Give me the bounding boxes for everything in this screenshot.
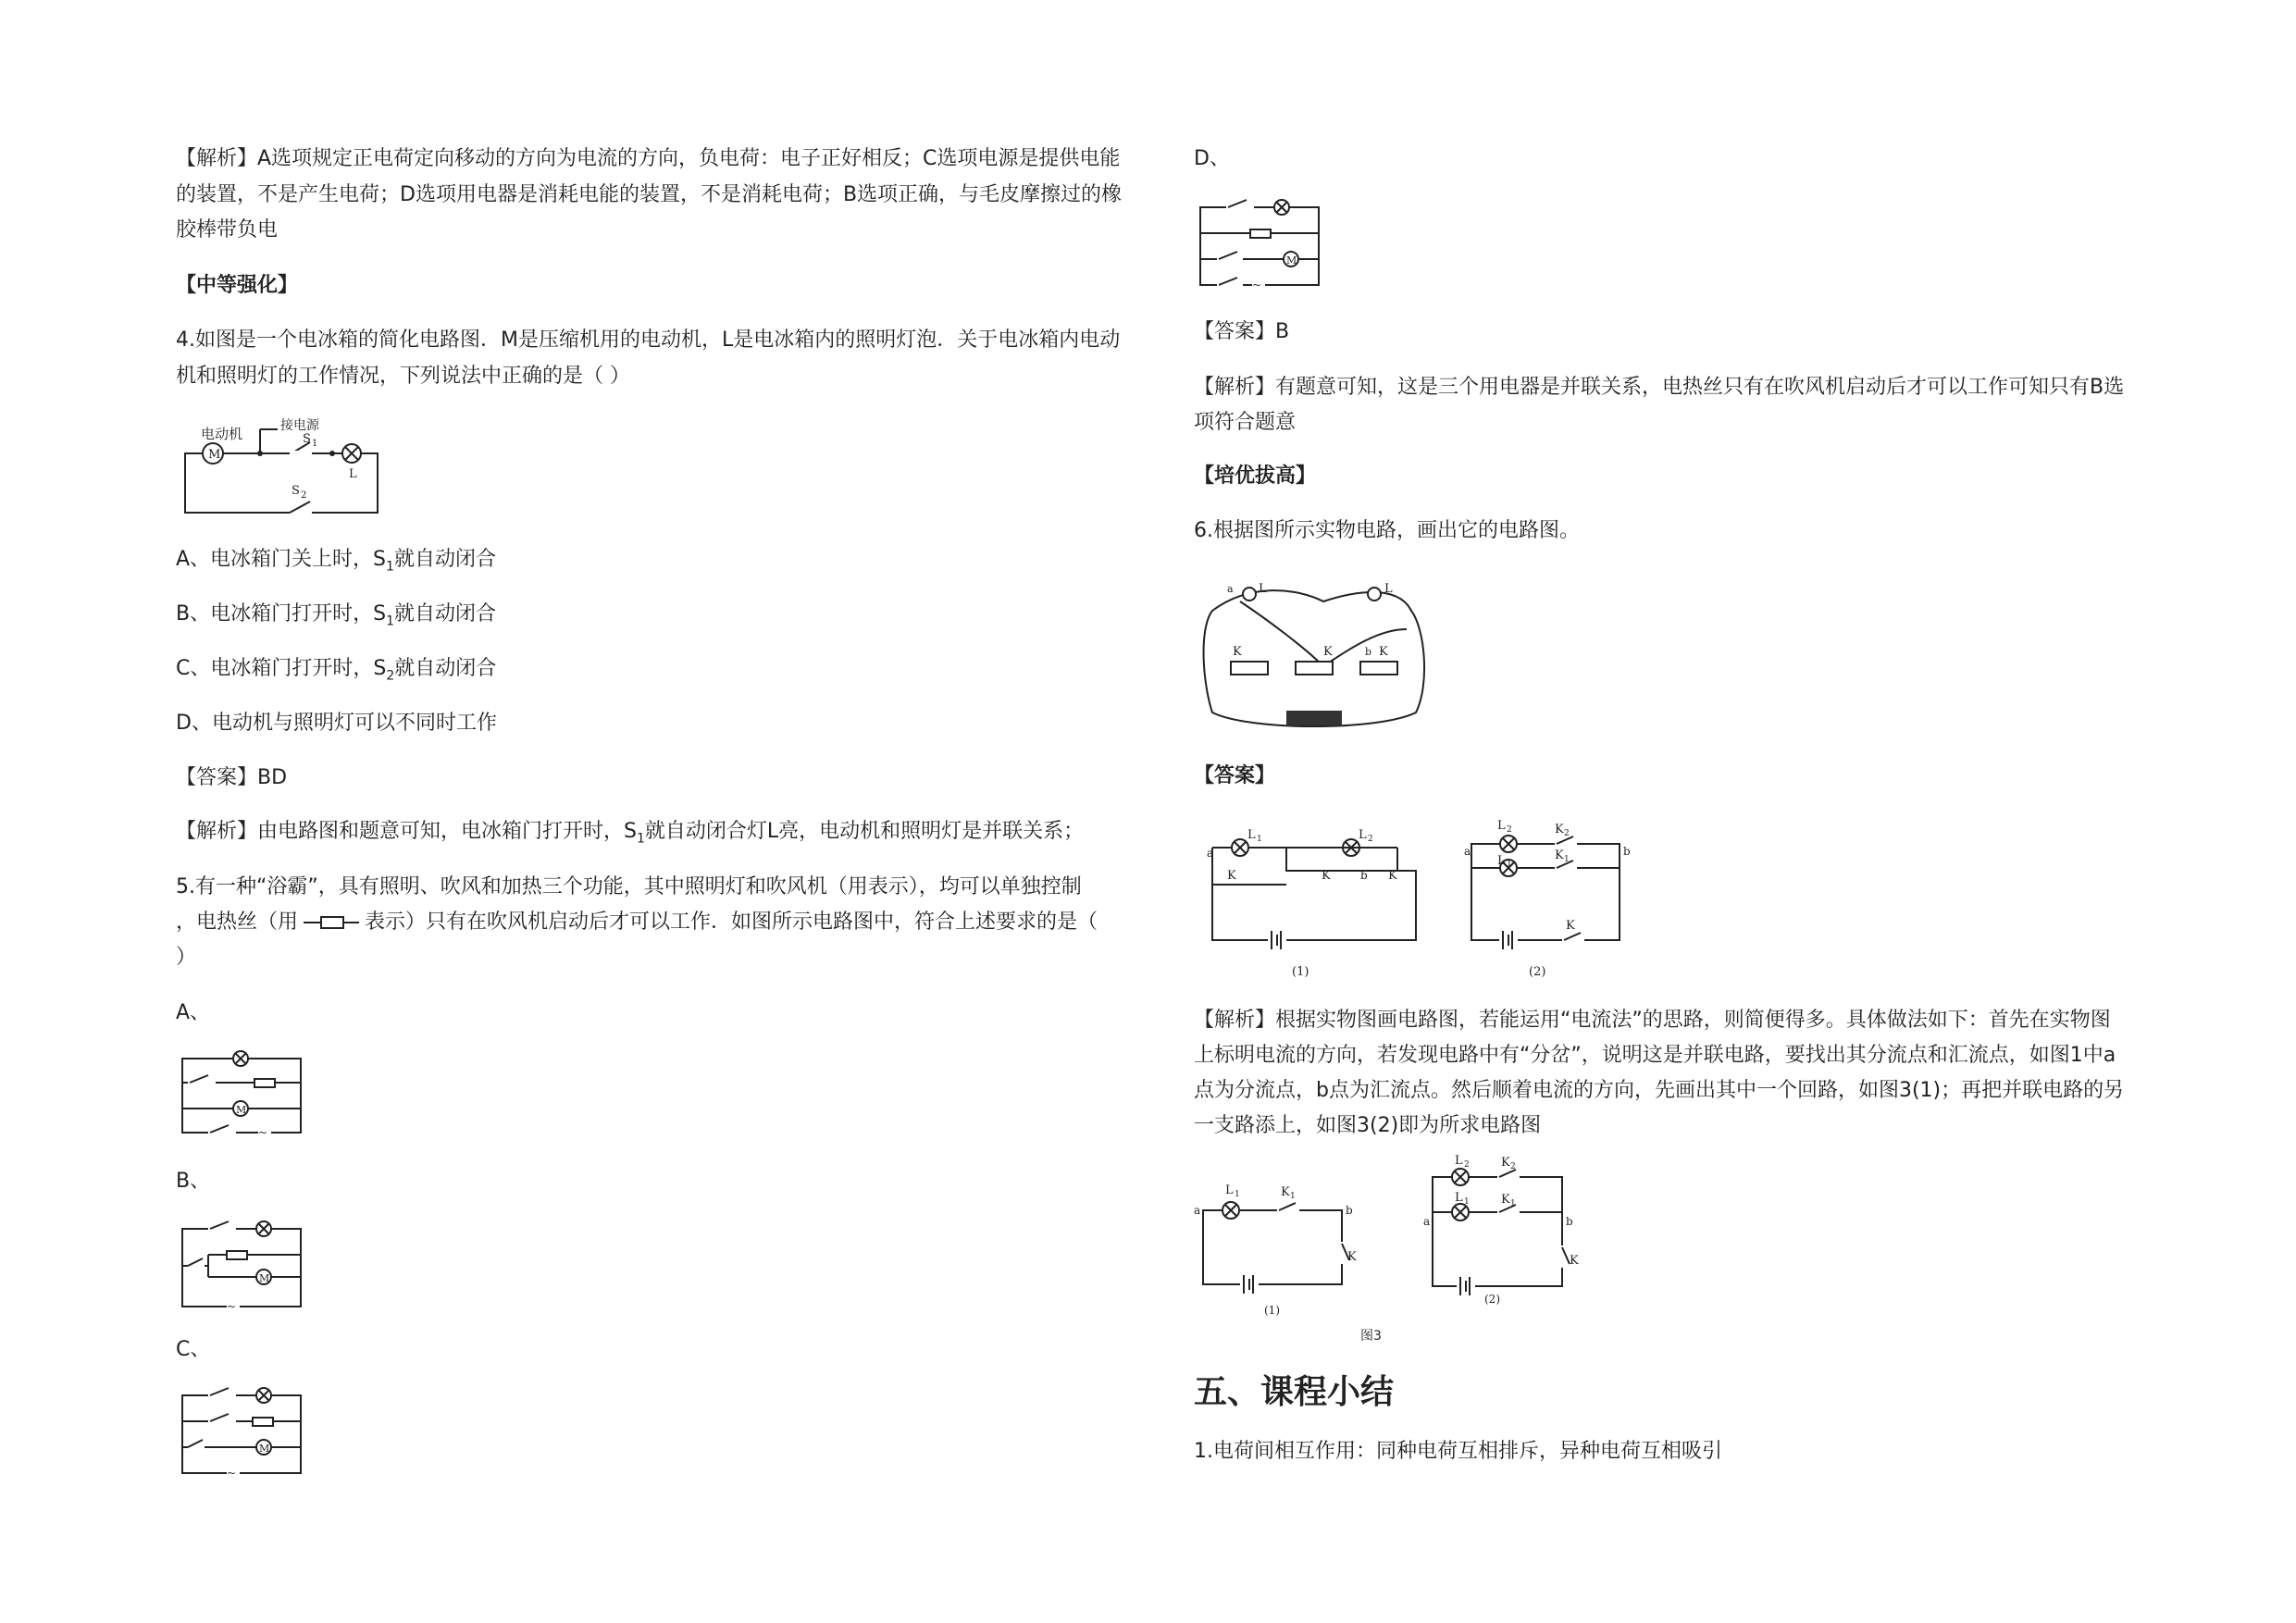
- svg-text:K: K: [1347, 1250, 1357, 1264]
- svg-text:(1): (1): [1264, 1304, 1280, 1317]
- analysis-3-line-1: 【解析】A选项规定正电荷定向移动的方向为电流的方向，负电荷：电子正好相反；C选项电源是提供电能: [176, 147, 1121, 170]
- svg-text:L: L: [1497, 819, 1506, 833]
- question-5-line-1: 5.有一种“浴霸”，具有照明、吹风和加热三个功能，其中照明灯和吹风机（用表示），均可以单独控制: [176, 875, 1082, 898]
- power-label: 接电源: [280, 418, 319, 433]
- svg-text:(1): (1): [1292, 965, 1309, 979]
- question-4-line-2: 机和照明灯的工作情况，下列说法中正确的是（ ）: [176, 365, 630, 388]
- figure-3-circuit-1: [1194, 1173, 1360, 1317]
- svg-text:K: K: [1233, 645, 1242, 659]
- svg-text:M: M: [1286, 254, 1297, 266]
- q4-option-a: A、电冰箱门关上时，$S_1$就自动闭合: [176, 548, 496, 575]
- svg-text:L: L: [1455, 1154, 1463, 1168]
- motor-label: 电动机: [201, 426, 243, 442]
- svg-text:K: K: [1501, 1156, 1510, 1170]
- svg-text:a: a: [1227, 583, 1234, 595]
- svg-text:~: ~: [1252, 279, 1262, 291]
- svg-text:L: L: [349, 467, 357, 481]
- q4-answer: 【答案】BD: [176, 766, 288, 789]
- svg-text:2: 2: [1510, 1162, 1516, 1171]
- svg-text:K: K: [1379, 645, 1388, 659]
- svg-text:1: 1: [1235, 1190, 1240, 1199]
- question-5-line-2: ，电热丝（用 表示）只有在吹风机启动后才可以工作．如图所示电路图中，符合上述要求的是（: [176, 911, 1098, 934]
- svg-text:1: 1: [1290, 1192, 1296, 1201]
- analysis-3-line-3: 胶棒带负电: [176, 218, 279, 242]
- svg-text:S: S: [303, 432, 311, 446]
- svg-text:M: M: [259, 1443, 270, 1455]
- svg-text:1: 1: [1507, 860, 1512, 869]
- q6-analysis-line-1: 【解析】根据实物图画电路图，若能运用“电流法”的思路，则简便得多。具体做法如下：首先在实物图: [1194, 1009, 2111, 1032]
- svg-text:L: L: [1247, 828, 1256, 842]
- summary-title: 五、课程小结: [1194, 1373, 1395, 1411]
- svg-text:M: M: [208, 448, 221, 462]
- q6-analysis-line-4: 一支路添上，如图3(2)即为所求电路图: [1194, 1114, 1542, 1137]
- svg-text:K: K: [1555, 849, 1564, 862]
- question-6: 6.根据图所示实物电路，画出它的电路图。: [1194, 519, 1580, 542]
- svg-text:2: 2: [1564, 829, 1570, 838]
- svg-text:a: a: [1194, 1204, 1201, 1217]
- q4-analysis: 【解析】由电路图和题意可知，电冰箱门打开时，$S_1$就自动闭合灯L亮，电动机和照明灯是并联关系；: [176, 820, 1085, 847]
- svg-text:a: a: [1464, 845, 1471, 858]
- question-5-line-3: ）: [176, 946, 197, 969]
- q4-option-d: D、电动机与照明灯可以不同时工作: [176, 712, 497, 735]
- svg-text:1: 1: [1464, 1197, 1470, 1207]
- svg-text:a: a: [1207, 847, 1214, 860]
- svg-text:b: b: [1360, 869, 1368, 882]
- svg-text:(2): (2): [1529, 965, 1546, 979]
- svg-text:1: 1: [312, 439, 318, 449]
- q6-answer-circuit-2: [1462, 811, 1647, 977]
- svg-text:K: K: [1555, 823, 1564, 836]
- svg-text:2: 2: [1368, 835, 1373, 844]
- heating-wire-symbol: [304, 915, 359, 930]
- svg-text:2: 2: [1464, 1160, 1470, 1170]
- svg-text:L: L: [1384, 582, 1393, 596]
- q5-option-c-circuit: [180, 1384, 310, 1480]
- svg-text:~: ~: [227, 1300, 237, 1313]
- svg-text:~: ~: [227, 1467, 237, 1480]
- svg-text:K: K: [1570, 1254, 1579, 1268]
- svg-text:1: 1: [1564, 855, 1570, 864]
- svg-text:K: K: [1323, 645, 1333, 659]
- svg-text:a: a: [1423, 1215, 1431, 1228]
- q5-option-d-circuit: [1198, 196, 1328, 289]
- svg-text:L: L: [1359, 828, 1367, 842]
- svg-text:K: K: [1281, 1185, 1290, 1199]
- q5-option-a-label: A、: [176, 1001, 211, 1024]
- q6-answer-circuit-1: [1203, 811, 1425, 977]
- question-4-line-1: 4.如图是一个电冰箱的简化电路图．M是压缩机用的电动机，L是电冰箱内的照明灯泡．关于电冰箱内电动: [176, 328, 1121, 352]
- q5-analysis-line-2: 项符合题意: [1194, 411, 1297, 434]
- q5-option-a-circuit: [180, 1047, 310, 1140]
- svg-text:L: L: [1259, 582, 1267, 596]
- q4-fridge-circuit-diagram: [180, 416, 403, 518]
- q6-physical-circuit-image: [1194, 574, 1434, 731]
- q6-analysis-line-2: 上标明电流的方向，若发现电路中有“分岔”，说明这是并联电路，要找出其分流点和汇流点，如图1中a: [1194, 1044, 2116, 1067]
- svg-text:(2): (2): [1484, 1293, 1500, 1306]
- section-advanced-heading: 【培优拔高】: [1194, 465, 1317, 488]
- svg-text:K: K: [1322, 869, 1331, 883]
- svg-text:2: 2: [301, 490, 307, 501]
- q5-option-d-label: D、: [1194, 147, 1230, 170]
- svg-text:2: 2: [1507, 825, 1512, 835]
- figure-3-caption: 图3: [1360, 1329, 1382, 1344]
- q6-answer-heading: 【答案】: [1194, 764, 1276, 787]
- svg-text:L: L: [1455, 1191, 1463, 1205]
- analysis-3-line-2: 的装置，不是产生电荷；D选项用电器是消耗电能的装置，不是消耗电荷；B选项正确，与毛皮摩擦过的橡: [176, 183, 1123, 206]
- q5-answer: 【答案】B: [1194, 320, 1290, 343]
- q4-option-c: C、电冰箱门打开时，$S_2$就自动闭合: [176, 657, 497, 684]
- section-medium-heading: 【中等强化】: [176, 274, 299, 297]
- q5-analysis-line-1: 【解析】有题意可知，这是三个用电器是并联关系，电热丝只有在吹风机启动后才可以工作可知只有B选: [1194, 376, 2125, 399]
- summary-item-1: 1.电荷间相互作用：同种电荷互相排斥，异种电荷互相吸引: [1194, 1440, 1722, 1463]
- svg-text:b: b: [1566, 1215, 1573, 1228]
- figure-3-circuit-2: [1423, 1154, 1590, 1306]
- svg-text:K: K: [1566, 919, 1575, 933]
- svg-text:b: b: [1346, 1204, 1353, 1217]
- svg-text:b: b: [1623, 845, 1631, 858]
- q6-analysis-line-3: 点为分流点，b点为汇流点。然后顺着电流的方向，先画出其中一个回路，如图3(1)；再把并联电路的另: [1194, 1079, 2125, 1102]
- q5-option-b-circuit: [180, 1218, 310, 1313]
- svg-text:L: L: [1225, 1183, 1234, 1197]
- svg-text:K: K: [1227, 869, 1236, 883]
- svg-text:K: K: [1388, 869, 1397, 883]
- svg-text:M: M: [259, 1272, 270, 1284]
- svg-text:1: 1: [1510, 1199, 1516, 1208]
- q5-option-c-label: C、: [176, 1338, 211, 1361]
- q4-option-b: B、电冰箱门打开时，$S_1$就自动闭合: [176, 602, 496, 629]
- svg-text:S: S: [292, 484, 300, 498]
- svg-text:K: K: [1501, 1193, 1510, 1207]
- svg-text:~: ~: [258, 1126, 268, 1139]
- svg-text:1: 1: [1257, 835, 1262, 844]
- svg-text:M: M: [236, 1104, 247, 1116]
- svg-text:b: b: [1365, 646, 1372, 658]
- q5-option-b-label: B、: [176, 1170, 211, 1193]
- svg-text:L: L: [1497, 854, 1506, 868]
